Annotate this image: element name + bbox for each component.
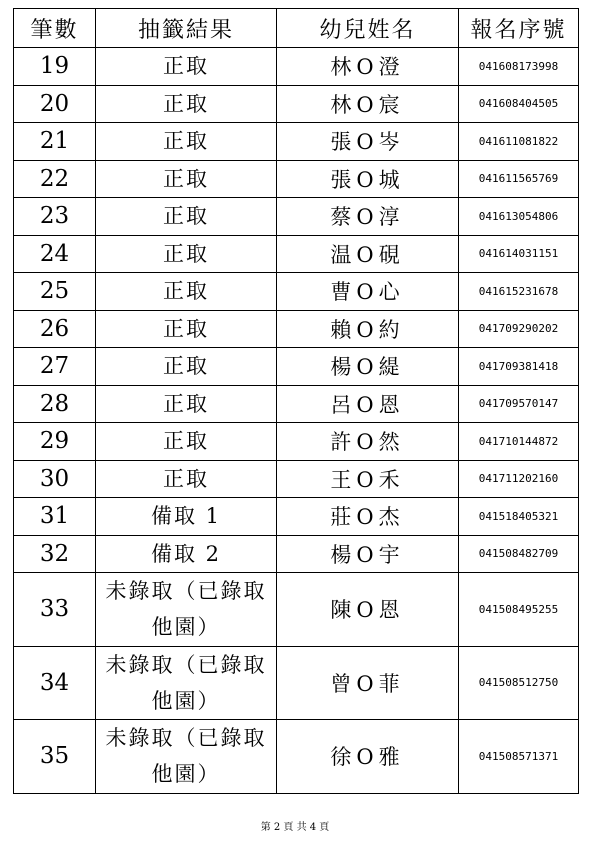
row-registration-no: 041508512750 bbox=[459, 646, 579, 720]
row-registration-no: 041611565769 bbox=[459, 160, 579, 198]
table-row bbox=[14, 310, 579, 348]
row-child-name: 張O城 bbox=[277, 160, 459, 198]
lottery-result-table bbox=[13, 8, 579, 794]
table-row bbox=[14, 235, 579, 273]
row-draw-result bbox=[96, 385, 277, 423]
row-draw-result bbox=[96, 498, 277, 536]
table-row bbox=[14, 460, 579, 498]
row-number: 21 bbox=[14, 123, 96, 161]
row-draw-result bbox=[96, 310, 277, 348]
draw-result-text: 備取 1 bbox=[150, 504, 222, 529]
draw-result-text: 正取 bbox=[163, 129, 209, 154]
table-row bbox=[14, 385, 579, 423]
row-draw-result bbox=[96, 48, 277, 86]
row-number: 33 bbox=[14, 573, 96, 647]
row-child-name: 温O硯 bbox=[277, 235, 459, 273]
row-child-name: 林O宸 bbox=[277, 85, 459, 123]
row-number: 20 bbox=[14, 85, 96, 123]
table-row bbox=[14, 423, 579, 461]
row-child-name: 曾O菲 bbox=[277, 646, 459, 720]
row-registration-no: 041709381418 bbox=[459, 348, 579, 386]
row-number: 32 bbox=[14, 535, 96, 573]
table-row bbox=[14, 348, 579, 386]
row-registration-no: 041710144872 bbox=[459, 423, 579, 461]
draw-result-text: 正取 bbox=[163, 54, 209, 79]
row-number: 25 bbox=[14, 273, 96, 311]
draw-result-text: 正取 bbox=[163, 466, 209, 491]
row-draw-result bbox=[96, 160, 277, 198]
row-number: 26 bbox=[14, 310, 96, 348]
row-registration-no: 041518405321 bbox=[459, 498, 579, 536]
row-draw-result bbox=[96, 85, 277, 123]
table-row bbox=[14, 48, 579, 86]
draw-result-text: 正取 bbox=[163, 241, 209, 266]
row-number: 35 bbox=[14, 720, 96, 794]
draw-result-text: 正取 bbox=[163, 354, 209, 379]
table-row bbox=[14, 720, 579, 794]
draw-result-text: 正取 bbox=[163, 429, 209, 454]
table-body bbox=[14, 48, 579, 794]
row-registration-no: 041615231678 bbox=[459, 273, 579, 311]
row-draw-result bbox=[96, 460, 277, 498]
row-child-name: 陳O恩 bbox=[277, 573, 459, 647]
draw-result-text: 正取 bbox=[163, 391, 209, 416]
row-draw-result bbox=[96, 573, 277, 647]
table-header-row bbox=[14, 9, 579, 48]
page-footer: 第 2 頁 共 4 頁 bbox=[260, 822, 330, 833]
row-registration-no: 041711202160 bbox=[459, 460, 579, 498]
row-number: 31 bbox=[14, 498, 96, 536]
table-row bbox=[14, 273, 579, 311]
row-draw-result bbox=[96, 348, 277, 386]
row-number: 23 bbox=[14, 198, 96, 236]
row-child-name: 呂O恩 bbox=[277, 385, 459, 423]
row-draw-result bbox=[96, 720, 277, 794]
row-child-name: 莊O杰 bbox=[277, 498, 459, 536]
draw-result-text: 未錄取（已錄取他園） bbox=[105, 579, 267, 640]
row-registration-no: 041613054806 bbox=[459, 198, 579, 236]
row-registration-no: 041611081822 bbox=[459, 123, 579, 161]
row-child-name: 許O然 bbox=[277, 423, 459, 461]
row-child-name: 曹O心 bbox=[277, 273, 459, 311]
row-number: 24 bbox=[14, 235, 96, 273]
row-registration-no: 041608404505 bbox=[459, 85, 579, 123]
row-draw-result bbox=[96, 535, 277, 573]
draw-result-text: 正取 bbox=[163, 316, 209, 341]
draw-result-text: 正取 bbox=[163, 279, 209, 304]
row-draw-result bbox=[96, 646, 277, 720]
draw-result-text: 備取 2 bbox=[150, 541, 222, 566]
row-registration-no: 041614031151 bbox=[459, 235, 579, 273]
row-number: 22 bbox=[14, 160, 96, 198]
table-row bbox=[14, 498, 579, 536]
row-child-name: 王O禾 bbox=[277, 460, 459, 498]
row-number: 30 bbox=[14, 460, 96, 498]
draw-result-text: 正取 bbox=[163, 166, 209, 191]
table-row bbox=[14, 160, 579, 198]
row-child-name: 蔡O淳 bbox=[277, 198, 459, 236]
row-child-name: 張O岑 bbox=[277, 123, 459, 161]
header-registration-no: 報名序號 bbox=[459, 9, 579, 48]
row-child-name: 賴O約 bbox=[277, 310, 459, 348]
row-registration-no: 041508571371 bbox=[459, 720, 579, 794]
draw-result-text: 未錄取（已錄取他園） bbox=[105, 726, 267, 787]
draw-result-text: 正取 bbox=[163, 204, 209, 229]
row-number: 19 bbox=[14, 48, 96, 86]
row-draw-result bbox=[96, 123, 277, 161]
row-child-name: 楊O緹 bbox=[277, 348, 459, 386]
row-child-name: 楊O宇 bbox=[277, 535, 459, 573]
row-registration-no: 041709570147 bbox=[459, 385, 579, 423]
row-draw-result bbox=[96, 235, 277, 273]
row-draw-result bbox=[96, 273, 277, 311]
table-row bbox=[14, 535, 579, 573]
row-number: 29 bbox=[14, 423, 96, 461]
header-draw-result: 抽籤結果 bbox=[96, 9, 277, 48]
header-number: 筆數 bbox=[14, 9, 96, 48]
table-row bbox=[14, 123, 579, 161]
table-row bbox=[14, 85, 579, 123]
row-registration-no: 041508495255 bbox=[459, 573, 579, 647]
table-row bbox=[14, 198, 579, 236]
row-registration-no: 041508482709 bbox=[459, 535, 579, 573]
table-row bbox=[14, 646, 579, 720]
row-draw-result bbox=[96, 198, 277, 236]
row-registration-no: 041709290202 bbox=[459, 310, 579, 348]
row-child-name: 林O澄 bbox=[277, 48, 459, 86]
row-registration-no: 041608173998 bbox=[459, 48, 579, 86]
draw-result-text: 正取 bbox=[163, 91, 209, 116]
row-number: 28 bbox=[14, 385, 96, 423]
row-draw-result bbox=[96, 423, 277, 461]
row-number: 27 bbox=[14, 348, 96, 386]
table-row bbox=[14, 573, 579, 647]
row-number: 34 bbox=[14, 646, 96, 720]
row-child-name: 徐O雅 bbox=[277, 720, 459, 794]
header-child-name: 幼兒姓名 bbox=[277, 9, 459, 48]
draw-result-text: 未錄取（已錄取他園） bbox=[105, 652, 267, 713]
